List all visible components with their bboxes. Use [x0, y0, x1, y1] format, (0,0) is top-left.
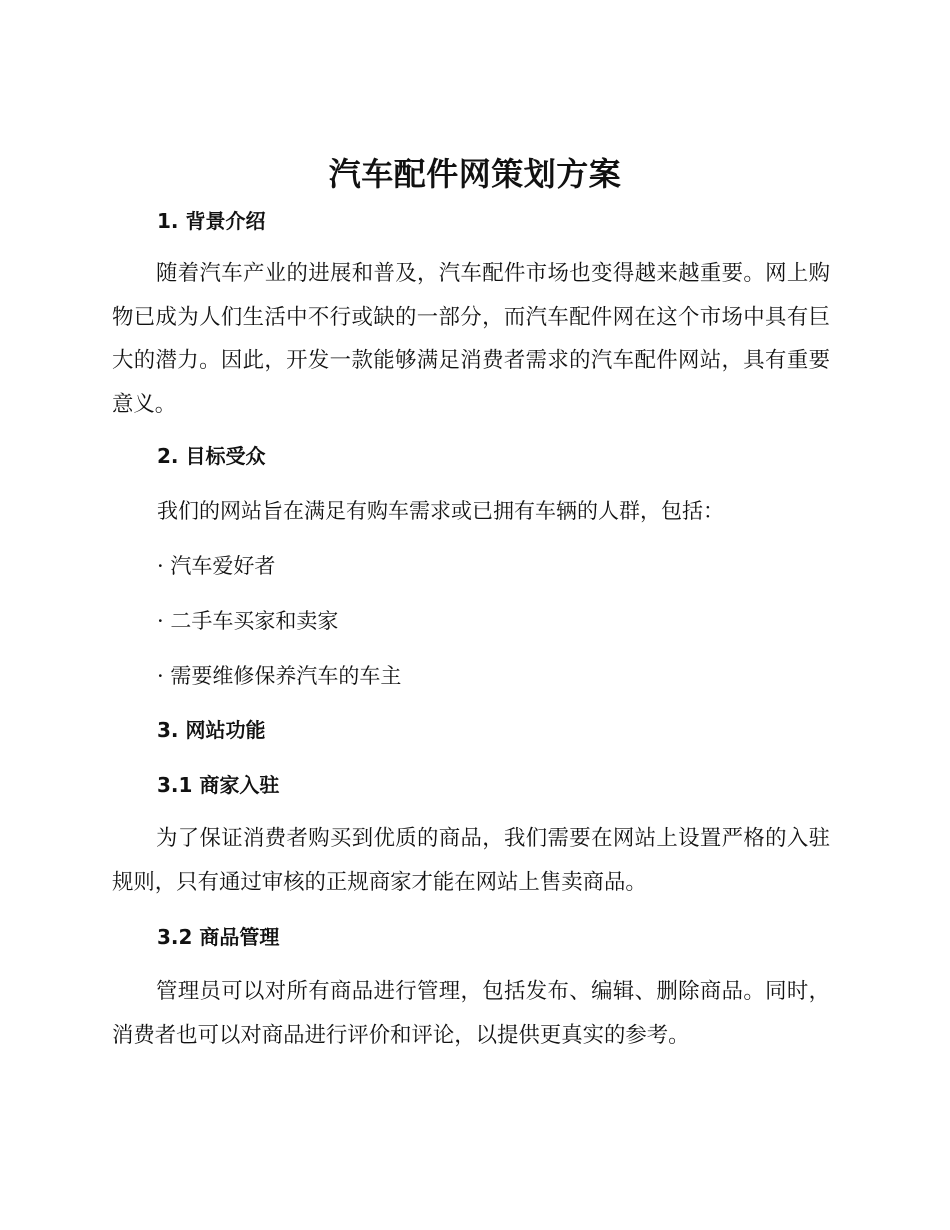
section-heading-features: 3. 网站功能	[157, 718, 266, 742]
subsection-heading-products: 3.2 商品管理	[157, 925, 280, 949]
paragraph-products: 管理员可以对所有商品进行管理，包括发布、编辑、删除商品。同时，消费者也可以对商品进行评价和评论，以提供更真实的参考。	[112, 979, 830, 1048]
paragraph-merchant: 为了保证消费者购买到优质的商品，我们需要在网站上设置严格的入驻规则，只有通过审核的正规商家才能在网站上售卖商品。	[112, 826, 830, 895]
subsection-heading-merchant: 3.1 商家入驻	[157, 773, 280, 797]
list-item-used-car-traders: · 二手车买家和卖家	[157, 609, 339, 633]
section-heading-background: 1. 背景介绍	[157, 209, 266, 233]
paragraph-background: 随着汽车产业的进展和普及，汽车配件市场也变得越来越重要。网上购物已成为人们生活中不行或缺的一部分，而汽车配件网在这个市场中具有巨大的潜力。因此，开发一款能够满足消费者需求的汽车配件网站，具有重要意义。	[112, 261, 830, 417]
list-item-car-enthusiasts: · 汽车爱好者	[157, 554, 276, 578]
section-heading-audience: 2. 目标受众	[157, 444, 266, 468]
list-item-car-owners: · 需要维修保养汽车的车主	[157, 664, 402, 688]
document-title: 汽车配件网策划方案	[328, 155, 622, 193]
audience-intro: 我们的网站旨在满足有购车需求或已拥有车辆的人群，包括：	[157, 499, 724, 523]
